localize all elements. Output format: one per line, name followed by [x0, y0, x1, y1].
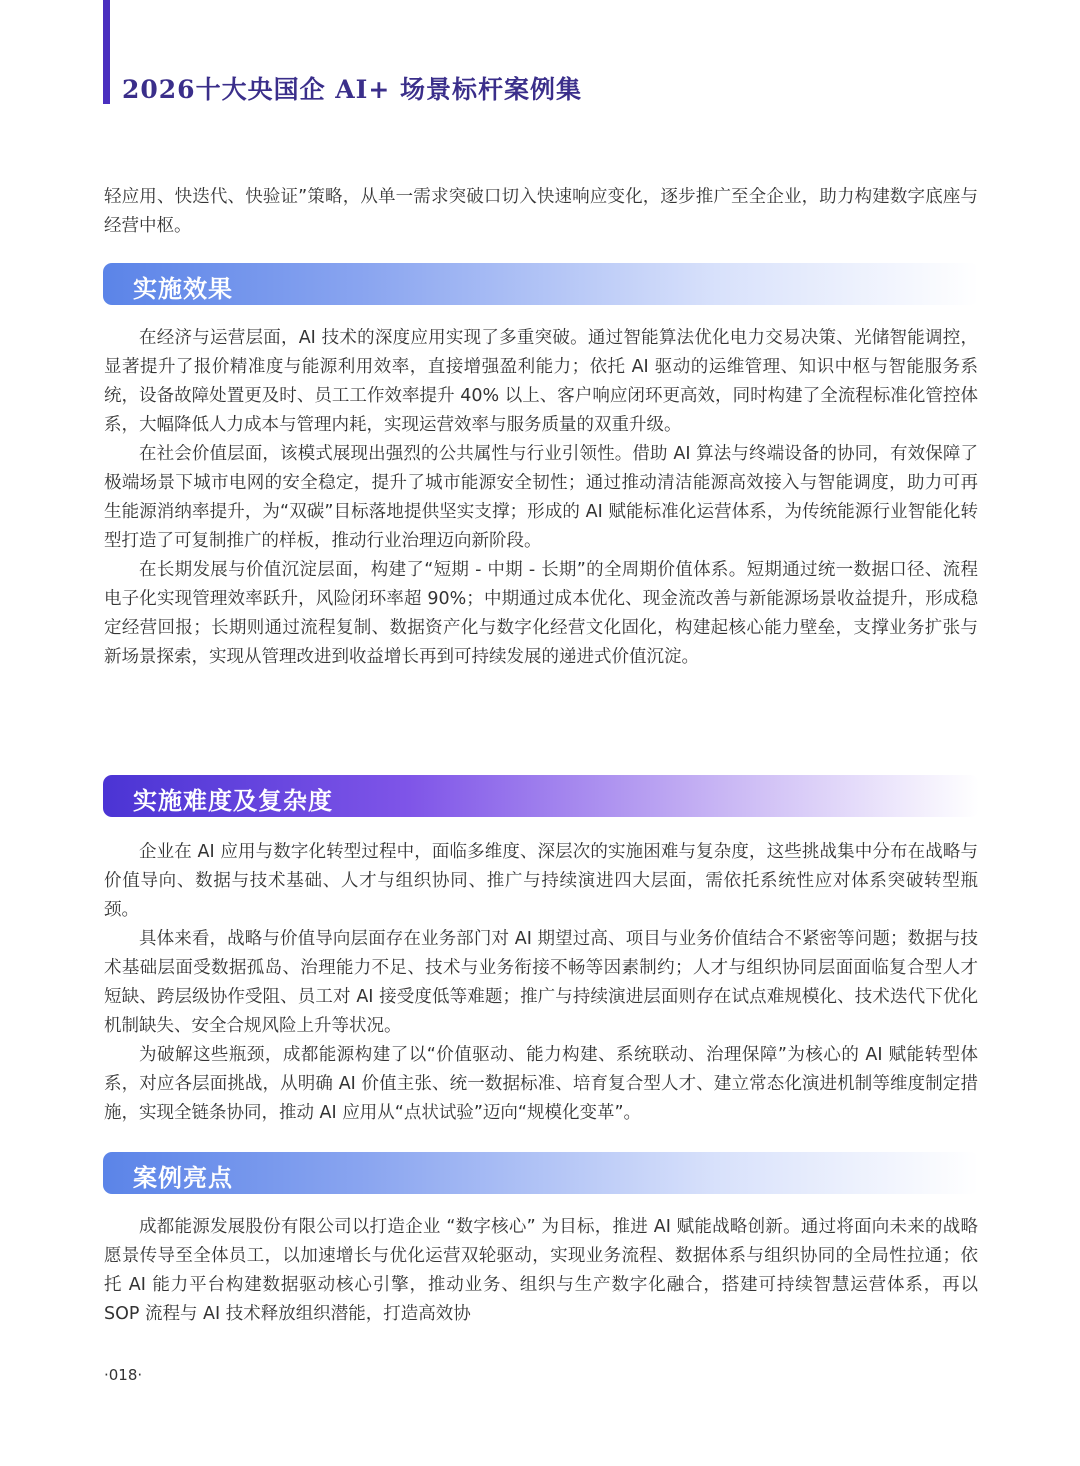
section-heading-label: 实施效果: [133, 275, 233, 303]
paragraph: 企业在 AI 应用与数字化转型过程中，面临多维度、深层次的实施困难与复杂度，这些挑战集中分布在战略与价值导向、数据与技术基础、人才与组织协同、推广与持续演进四大层面，需依托系统性应对体系突破转型瓶颈。: [104, 842, 978, 920]
section-heading-highlights: [103, 1152, 979, 1194]
page-number: ·018·: [104, 1366, 143, 1384]
header-accent-bar: [103, 0, 110, 104]
document-title: 2026十大央国企 AI+ 场景标杆案例集: [122, 75, 583, 104]
paragraph: 为破解这些瓶颈，成都能源构建了以“价值驱动、能力构建、系统联动、治理保障”为核心的 AI 赋能转型体系，对应各层面挑战，从明确 AI 价值主张、统一数据标准、培育复合型人才、建立常态化演进机制等维度制定措施，实现全链条协同，推动 AI 应用从“点状试验”迈向“规模化变革”。: [104, 1045, 978, 1123]
section-heading-effects: [103, 263, 979, 305]
section-highlights-body: [104, 1213, 978, 1329]
section-difficulty-body: [104, 838, 978, 1128]
section-heading-label: 实施难度及复杂度: [133, 787, 333, 815]
intro-paragraph: 轻应用、快迭代、快验证”策略，从单一需求突破口切入快速响应变化，逐步推广至全企业，助力构建数字底座与经营中枢。: [104, 187, 978, 236]
section-heading-label: 案例亮点: [133, 1164, 233, 1192]
section-effects-body: [104, 324, 978, 672]
paragraph: 在社会价值层面，该模式展现出强烈的公共属性与行业引领性。借助 AI 算法与终端设备的协同，有效保障了极端场景下城市电网的安全稳定，提升了城市能源安全韧性；通过推动清洁能源高效接入与智能调度，助力可再生能源消纳率提升，为“双碳”目标落地提供坚实支撑；形成的 AI 赋能标准化运营体系，为传统能源行业智能化转型打造了可复制推广的样板，推动行业治理迈向新阶段。: [104, 444, 978, 551]
paragraph: 成都能源发展股份有限公司以打造企业 “数字核心” 为目标，推进 AI 赋能战略创新。通过将面向未来的战略愿景传导至全体员工，以加速增长与优化运营双轮驱动，实现业务流程、数据体系与组织协同的全局性拉通；依托 AI 能力平台构建数据驱动核心引擎，推动业务、组织与生产数字化融合，搭建可持续智慧运营体系，再以 SOP 流程与 AI 技术释放组织潜能，打造高效协: [104, 1217, 978, 1324]
paragraph: 在经济与运营层面，AI 技术的深度应用实现了多重突破。通过智能算法优化电力交易决策、光储智能调控，显著提升了报价精准度与能源利用效率，直接增强盈利能力；依托 AI 驱动的运维管理、知识中枢与智能服务系统，设备故障处置更及时、员工工作效率提升 40% 以上、客户响应闭环更高效，同时构建了全流程标准化管控体系，大幅降低人力成本与管理内耗，实现运营效率与服务质量的双重升级。: [104, 328, 978, 435]
section-heading-difficulty: [103, 775, 979, 817]
paragraph: 在长期发展与价值沉淀层面，构建了“短期 - 中期 - 长期”的全周期价值体系。短期通过统一数据口径、流程电子化实现管理效率跃升，风险闭环率超 90%；中期通过成本优化、现金流改善与新能源场景收益提升，形成稳定经营回报；长期则通过流程复制、数据资产化与数字化经营文化固化，构建起核心能力壁垒，支撑业务扩张与新场景探索，实现从管理改进到收益增长再到可持续发展的递进式价值沉淀。: [104, 560, 978, 667]
paragraph: 具体来看，战略与价值导向层面存在业务部门对 AI 期望过高、项目与业务价值结合不紧密等问题；数据与技术基础层面受数据孤岛、治理能力不足、技术与业务衔接不畅等因素制约；人才与组织协同层面面临复合型人才短缺、跨层级协作受阻、员工对 AI 接受度低等难题；推广与持续演进层面则存在试点难规模化、技术迭代下优化机制缺失、安全合规风险上升等状况。: [104, 929, 978, 1036]
intro-section: [104, 183, 978, 241]
